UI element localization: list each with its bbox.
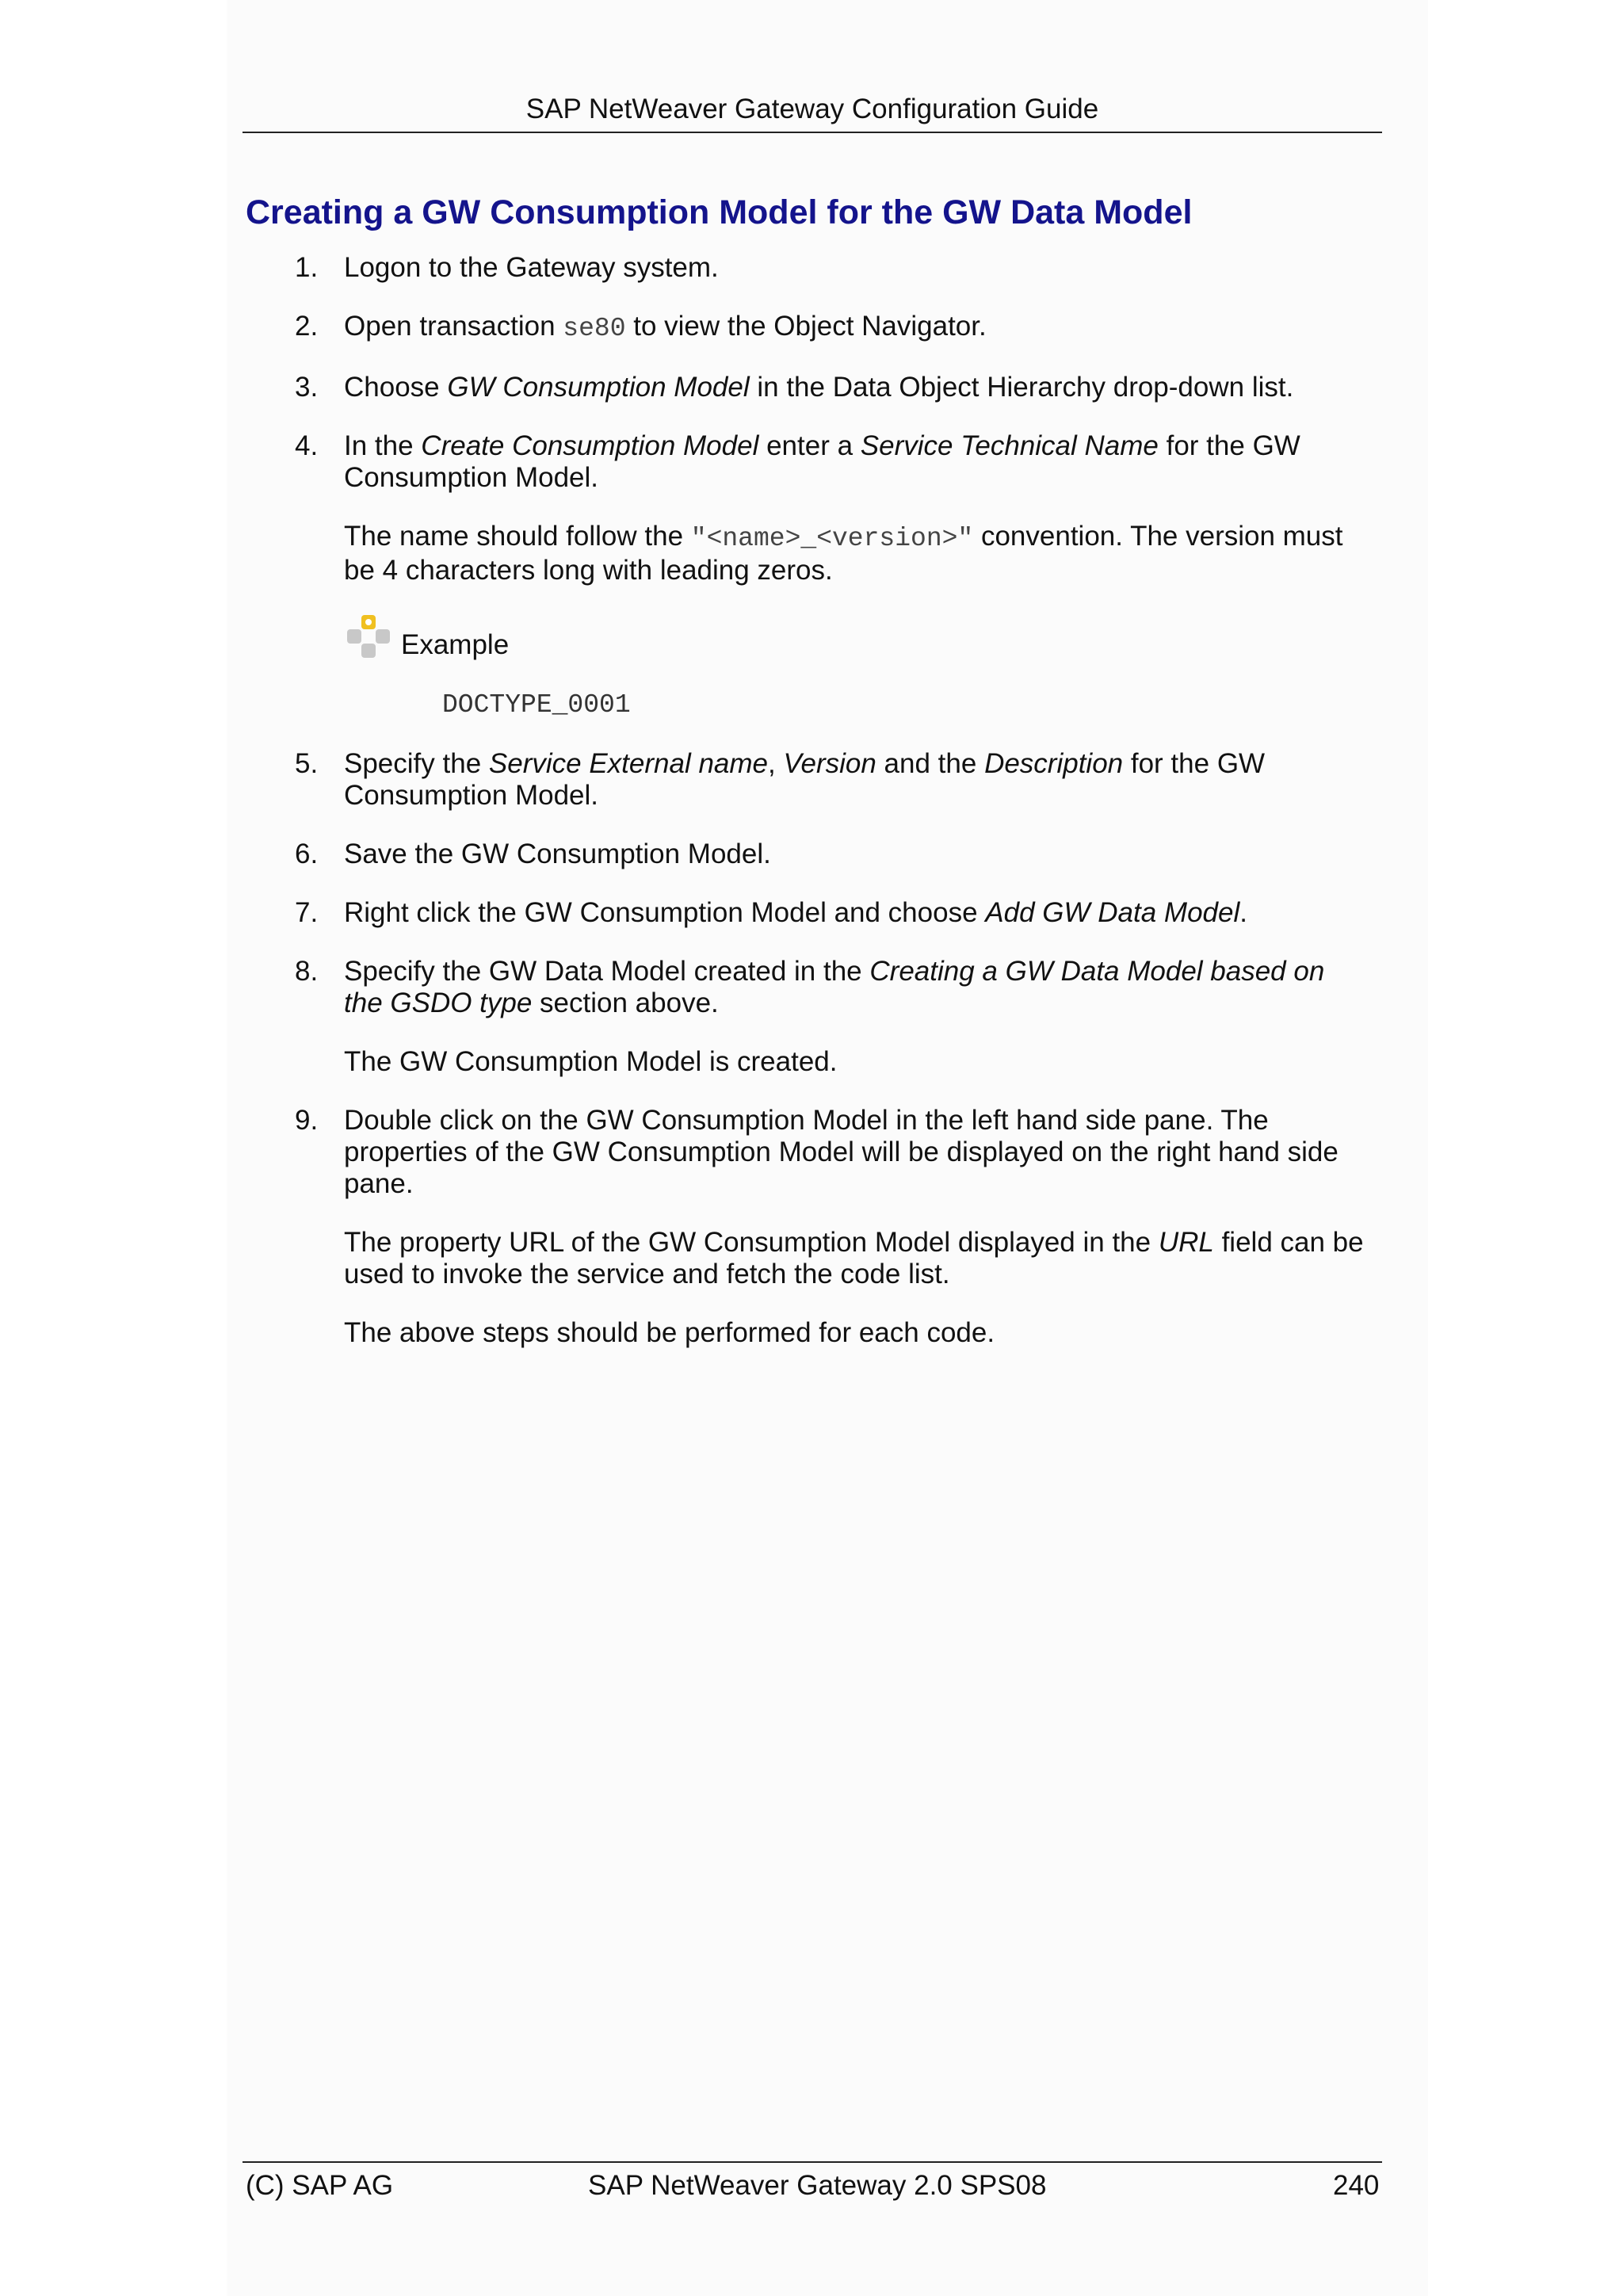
naming-convention: "<name>_<version>" [690, 524, 974, 553]
emphasis: Service Technical Name [860, 430, 1159, 461]
text-run: Right click the GW Consumption Model and choose [344, 897, 986, 928]
section-title: Creating a GW Consumption Model for the GW Data Model [246, 193, 1193, 231]
list-item [295, 311, 1365, 345]
text-run: Specify the [344, 748, 489, 779]
step-text [344, 748, 1365, 812]
list-item [295, 252, 1365, 284]
text-run: , [768, 748, 784, 779]
step-number: 8. [295, 956, 319, 987]
text-run: Save the GW Consumption Model. [344, 839, 771, 869]
transaction-code: se80 [563, 314, 626, 343]
step-number: 4. [295, 430, 319, 461]
step-paragraph [344, 521, 1365, 586]
page-number: 240 [1333, 2170, 1380, 2201]
step-text [344, 956, 1365, 1019]
emphasis: GW Consumption Model [447, 372, 750, 403]
text-run: The name should follow the [344, 521, 691, 552]
emphasis: Create Consumption Model [421, 430, 759, 461]
text-run: Choose [344, 372, 448, 403]
text-run: field can be used to invoke the service and fetch the code list. [344, 1227, 1364, 1289]
text-run: for the GW Consumption Model. [344, 748, 1266, 811]
example-icon [344, 613, 393, 663]
step-number: 5. [295, 748, 319, 779]
text-run: Logon to the Gateway system. [344, 252, 719, 283]
text-run: in the Data Object Hierarchy drop-down list. [749, 372, 1294, 403]
step-paragraph: The GW Consumption Model is created. [344, 1046, 838, 1077]
text-run: Specify the GW Data Model created in the [344, 956, 870, 987]
step-paragraph [344, 1227, 1365, 1290]
list-item [295, 897, 1365, 929]
step-text [344, 430, 1365, 494]
text-run: section above. [532, 988, 719, 1018]
list-item [295, 372, 1365, 403]
footer-product: SAP NetWeaver Gateway 2.0 SPS08 [588, 2170, 1047, 2201]
step-text [344, 839, 1365, 870]
step-text [344, 1105, 1365, 1200]
running-header: SAP NetWeaver Gateway Configuration Guide [525, 94, 1099, 124]
emphasis: Add GW Data Model [985, 897, 1240, 928]
text-run: for the GW Consumption Model. [344, 430, 1300, 493]
text-run: enter a [758, 430, 861, 461]
step-number: 1. [295, 252, 319, 283]
step-number: 6. [295, 839, 319, 869]
list-item [295, 956, 1365, 1078]
emphasis: Description [984, 748, 1124, 779]
text-run: Double click on the GW Consumption Model in the left hand side pane. The properties of the GW Consumption Model will be displayed on the right hand side pane. [344, 1105, 1338, 1199]
text-run: . [1239, 897, 1247, 928]
step-number: 2. [295, 311, 319, 342]
text-run: convention. The version must be 4 characters long with leading zeros. [344, 521, 1343, 586]
step-list [295, 252, 1365, 1376]
list-item [295, 430, 1365, 721]
step-number: 9. [295, 1105, 319, 1136]
example-code: DOCTYPE_0001 [442, 690, 631, 720]
list-item [295, 1105, 1365, 1349]
text-run: and the [876, 748, 985, 779]
step-paragraph: The above steps should be performed for each code. [344, 1317, 995, 1348]
example-note [344, 613, 1365, 663]
text-run: The property URL of the GW Consumption Model displayed in the [344, 1227, 1159, 1258]
footer-copyright: (C) SAP AG [246, 2170, 394, 2201]
emphasis: Version [783, 748, 876, 779]
emphasis: Creating a GW Data Model based on the GSDO type [344, 956, 1325, 1018]
text-run: In the [344, 430, 422, 461]
emphasis: URL [1158, 1227, 1214, 1258]
emphasis: Service External name [488, 748, 768, 779]
example-label: Example [401, 629, 510, 660]
step-number: 3. [295, 372, 319, 403]
list-item [295, 748, 1365, 812]
footer-divider [242, 2161, 1382, 2163]
header-divider [242, 132, 1382, 133]
list-item [295, 839, 1365, 870]
text-run: Open transaction [344, 311, 563, 342]
step-text [344, 311, 1365, 345]
step-text [344, 372, 1365, 403]
step-text [344, 897, 1365, 929]
text-run: to view the Object Navigator. [625, 311, 987, 342]
step-number: 7. [295, 897, 319, 928]
step-text [344, 252, 1365, 284]
